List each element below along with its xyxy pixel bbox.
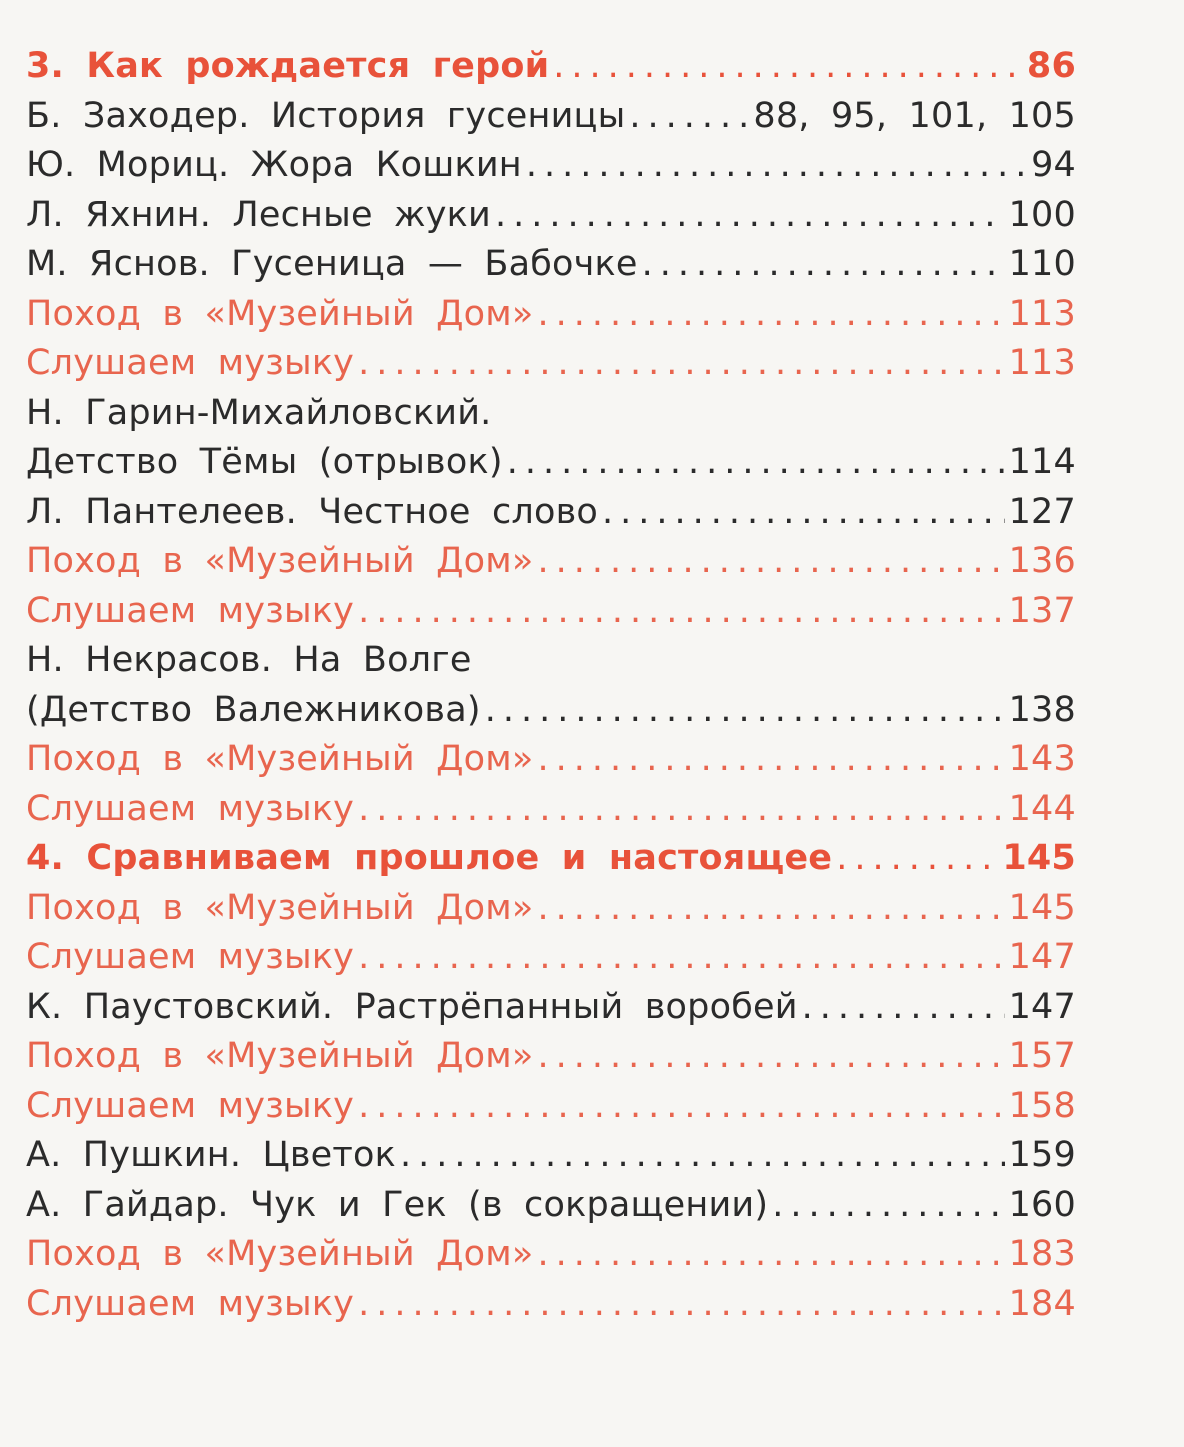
dot-leader xyxy=(538,884,1005,934)
toc-entry-title: Ю. Мориц. Жора Кошкин xyxy=(26,145,522,185)
toc-entry xyxy=(26,983,1076,1033)
dot-leader xyxy=(538,290,1005,340)
toc-entry xyxy=(26,1230,1076,1280)
toc-entry xyxy=(26,785,1076,835)
dot-leader xyxy=(538,1230,1005,1280)
toc-page-number: 114 xyxy=(1008,442,1076,482)
toc-page-number: 147 xyxy=(1008,986,1076,1027)
toc-page-number: 136 xyxy=(1008,541,1076,581)
dot-leader xyxy=(802,983,1005,1033)
toc-entry-title: А. Пушкин. Цветок xyxy=(26,1135,396,1175)
toc-entry-title: М. Яснов. Гусеница — Бабочке xyxy=(26,244,638,284)
toc-page-number: 145 xyxy=(1002,838,1076,878)
toc-entry xyxy=(26,1280,1076,1330)
dot-leader xyxy=(358,1280,1005,1330)
toc-entry-title: Л. Пантелеев. Честное слово xyxy=(26,491,599,532)
table-of-contents xyxy=(26,42,1076,1329)
dot-leader xyxy=(836,834,998,884)
toc-entry xyxy=(26,735,1076,785)
toc-entry-title: Слушаем музыку xyxy=(26,1283,355,1324)
toc-entry xyxy=(26,884,1076,934)
dot-leader xyxy=(485,686,1005,736)
toc-entry xyxy=(26,537,1076,587)
toc-entry-title: Поход в «Музейный Дом» xyxy=(26,293,534,334)
dot-leader xyxy=(358,785,1005,835)
toc-page-number: 127 xyxy=(1008,491,1076,532)
toc-page-number: 88, 95, 101, 105 xyxy=(753,95,1076,136)
toc-entry-title: А. Гайдар. Чук и Гек (в сокращении) xyxy=(26,1184,769,1225)
toc-entry-title: К. Паустовский. Растрёпанный воробей xyxy=(26,986,798,1027)
toc-entry xyxy=(26,1131,1076,1181)
toc-page-number: 159 xyxy=(1008,1135,1076,1175)
toc-entry xyxy=(26,191,1076,241)
toc-page-number: 137 xyxy=(1008,590,1076,631)
toc-entry-title: Слушаем музыку xyxy=(26,590,355,631)
dot-leader xyxy=(772,1181,1004,1231)
toc-entry-title: Поход в «Музейный Дом» xyxy=(26,887,534,928)
toc-entry xyxy=(26,1181,1076,1231)
toc-entry-title: Детство Тёмы (отрывок) xyxy=(26,442,503,482)
toc-entry-title: Слушаем музыку xyxy=(26,343,355,383)
toc-page-number: 147 xyxy=(1008,937,1076,977)
toc-page-number: 158 xyxy=(1008,1085,1076,1126)
dot-leader xyxy=(358,933,1005,983)
toc-entry-title: Б. Заходер. История гусеницы xyxy=(26,95,626,136)
toc-entry-title: Н. Некрасов. На Волге xyxy=(26,640,472,680)
dot-leader xyxy=(538,735,1005,785)
toc-page-number: 113 xyxy=(1008,293,1076,334)
toc-section-heading xyxy=(26,42,1076,92)
toc-entry xyxy=(26,933,1076,983)
toc-entry-title: Слушаем музыку xyxy=(26,788,355,829)
toc-entry-title: Слушаем музыку xyxy=(26,1085,355,1126)
toc-entry xyxy=(26,1082,1076,1132)
toc-entry xyxy=(26,686,1076,736)
toc-page-number: 110 xyxy=(1008,244,1076,284)
toc-section-heading xyxy=(26,834,1076,884)
dot-leader xyxy=(358,1082,1005,1132)
dot-leader xyxy=(553,42,1023,92)
toc-page-number: 100 xyxy=(1008,194,1076,235)
toc-page-number: 144 xyxy=(1008,788,1076,829)
toc-entry xyxy=(26,240,1076,290)
toc-entry xyxy=(26,1032,1076,1082)
toc-entry xyxy=(26,92,1076,142)
dot-leader xyxy=(400,1131,1005,1181)
toc-entry-title: Поход в «Музейный Дом» xyxy=(26,739,534,779)
toc-page-number: 183 xyxy=(1008,1234,1076,1274)
toc-page-number: 184 xyxy=(1008,1283,1076,1324)
toc-entry-title: Н. Гарин-Михайловский. xyxy=(26,392,492,433)
toc-entry-title: Поход в «Музейный Дом» xyxy=(26,1234,534,1274)
dot-leader xyxy=(358,339,1005,389)
dot-leader xyxy=(602,488,1005,538)
toc-page-number: 113 xyxy=(1008,343,1076,383)
dot-leader xyxy=(495,191,1005,241)
toc-entry-title: Поход в «Музейный Дом» xyxy=(26,1036,534,1076)
toc-entry xyxy=(26,488,1076,538)
toc-entry xyxy=(26,636,1076,686)
toc-entry-title: Слушаем музыку xyxy=(26,937,355,977)
dot-leader xyxy=(507,438,1005,488)
toc-page-number: 145 xyxy=(1008,887,1076,928)
dot-leader xyxy=(358,587,1005,637)
dot-leader xyxy=(526,141,1027,191)
toc-page-number: 138 xyxy=(1008,689,1076,730)
toc-entry-title: (Детство Валежникова) xyxy=(26,689,481,730)
toc-entry xyxy=(26,141,1076,191)
toc-entry xyxy=(26,290,1076,340)
toc-page-number: 94 xyxy=(1031,145,1076,185)
toc-entry xyxy=(26,339,1076,389)
toc-page-number: 160 xyxy=(1008,1184,1076,1225)
toc-entry xyxy=(26,438,1076,488)
toc-page-number: 143 xyxy=(1008,739,1076,779)
toc-entry-title: Поход в «Музейный Дом» xyxy=(26,541,534,581)
dot-leader xyxy=(642,240,1005,290)
toc-entry xyxy=(26,587,1076,637)
toc-entry xyxy=(26,389,1076,439)
toc-entry-title: Л. Яхнин. Лесные жуки xyxy=(26,194,491,235)
dot-leader xyxy=(629,92,749,142)
toc-entry-title: 4. Сравниваем прошлое и настоящее xyxy=(26,838,833,878)
toc-page-number: 86 xyxy=(1026,46,1076,86)
toc-page-number: 157 xyxy=(1008,1036,1076,1076)
dot-leader xyxy=(538,537,1005,587)
dot-leader xyxy=(538,1032,1005,1082)
toc-entry-title: 3. Как рождается герой xyxy=(26,46,550,86)
